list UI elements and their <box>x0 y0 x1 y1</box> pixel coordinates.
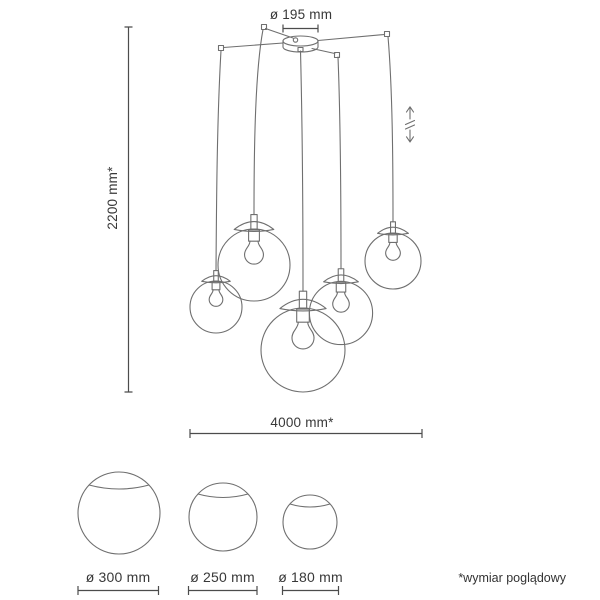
reference-globe-180 <box>283 495 337 549</box>
pendant-wire <box>254 30 263 215</box>
pendant-wire <box>216 51 221 271</box>
cable-hooks <box>219 25 390 58</box>
glass-globe-upper-left <box>218 215 290 301</box>
glass-globes <box>190 215 421 392</box>
glass-globe-small-left <box>190 271 242 333</box>
spread-width-label: 4000 mm* <box>270 415 334 430</box>
globe-size-180 <box>278 495 343 595</box>
footnote-approximate-dimension: *wymiar poglądowy <box>458 571 566 585</box>
pendant-wire <box>338 57 341 269</box>
feed-wire-right <box>318 35 385 41</box>
canopy-top <box>283 36 318 46</box>
pendant-wire <box>301 51 304 291</box>
feed-wire-upper-left <box>266 29 294 39</box>
globe-size-180-line <box>283 586 339 595</box>
globe-size-300 <box>78 472 160 595</box>
canopy-diameter-label: ø 195 mm <box>269 7 333 22</box>
cable-hook-icon <box>385 32 390 37</box>
canopy-diameter-dimension <box>270 7 332 33</box>
glass-globe-center-large <box>261 291 345 392</box>
feed-wire-mid-right <box>312 49 335 54</box>
canopy-diameter-line <box>283 25 318 33</box>
globe-size-250-line <box>189 586 258 595</box>
globe-seam-300 <box>89 485 149 489</box>
globe-size-250-label: ø 250 mm <box>190 569 255 585</box>
globe-seam-250 <box>198 494 248 498</box>
reference-globe-300 <box>78 472 160 554</box>
reference-globe-250 <box>189 483 257 551</box>
drop-height-dimension <box>105 27 133 392</box>
height-adjust-arrow-icon <box>406 107 415 142</box>
glass-globe-mid-right <box>309 269 372 345</box>
adjust-arrow-path <box>406 107 415 142</box>
glass-globe-far-right <box>365 222 421 289</box>
globe-size-180-label: ø 180 mm <box>278 569 343 585</box>
drop-height-line <box>125 27 133 392</box>
ceiling-canopy <box>283 36 318 52</box>
spread-width-line <box>190 429 422 438</box>
globe-size-250 <box>189 483 258 595</box>
drop-height-label: 2200 mm* <box>105 166 120 230</box>
pendant-wire <box>388 37 393 222</box>
feed-wire-left <box>224 43 284 48</box>
globe-size-300-label: ø 300 mm <box>85 569 151 585</box>
canopy-knob-icon <box>293 38 297 42</box>
spread-width-dimension <box>190 415 422 438</box>
globe-size-300-line <box>78 586 159 595</box>
cable-hook-icon <box>219 46 224 51</box>
globe-seam-180 <box>290 504 330 507</box>
